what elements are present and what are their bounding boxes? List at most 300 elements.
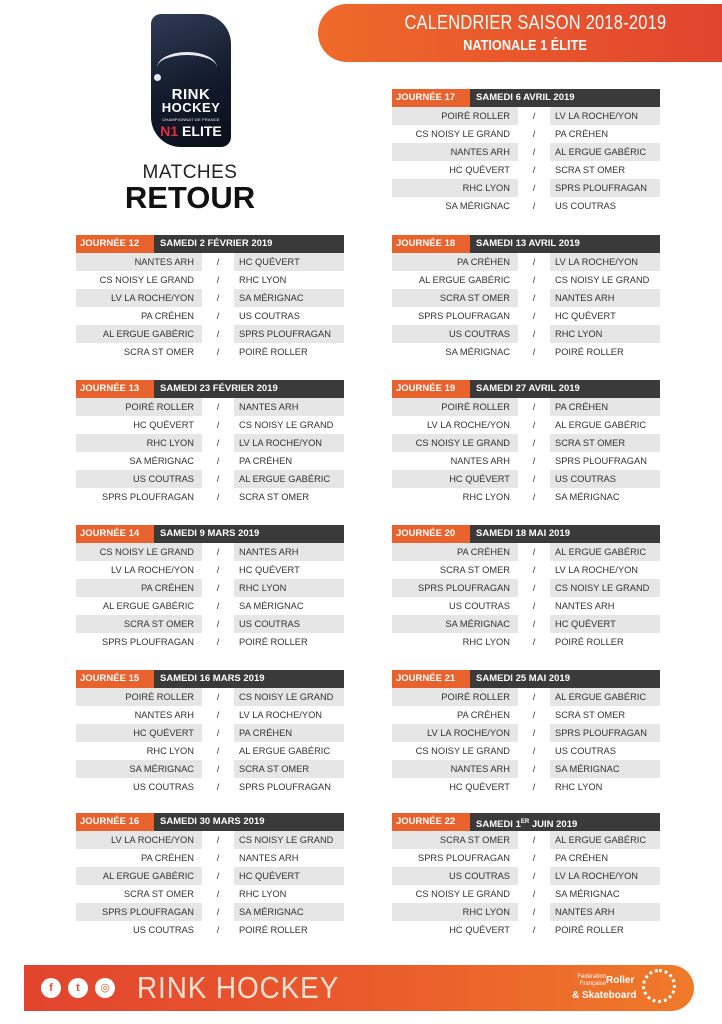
away-team: NANTES ARH [555,601,615,611]
match-separator: / [216,420,220,430]
home-team: NANTES ARH [134,710,194,720]
journee-date-end: JUIN 2019 [529,819,578,831]
match-separator: / [532,710,536,720]
match-separator: / [216,925,220,935]
match-separator: / [216,492,220,502]
away-team: POIRÉ ROLLER [239,925,308,935]
match-row [76,760,344,778]
match-separator: / [216,565,220,575]
away-team: SPRS PLOUFRAGAN [555,183,647,193]
match-separator: / [216,293,220,303]
match-row [76,633,344,651]
away-team: LV LA ROCHE/YON [555,257,639,267]
facebook-icon[interactable]: f [41,978,61,998]
home-team: PA CRÉHEN [140,583,194,593]
home-team: US COUTRAS [449,601,510,611]
match-row [76,724,344,742]
away-team: PA CRÉHEN [555,129,609,139]
match-row [392,143,660,161]
match-row [392,561,660,579]
away-team: CS NOISY LE GRAND [239,692,334,702]
match-row [392,253,660,271]
match-row [76,452,344,470]
home-team: AL ERGUE GABÉRIC [102,329,194,339]
match-row [76,488,344,506]
match-row [392,307,660,325]
home-team: US COUTRAS [133,925,194,935]
journee-header [392,235,660,253]
rink-hockey-logo [151,14,231,147]
match-row [392,921,660,939]
home-team: SCRA ST OMER [123,619,194,629]
away-team: HC QUÉVERT [555,619,616,629]
match-separator: / [532,565,536,575]
season-title: CALENDRIER SAISON 2018-2019 [404,12,667,34]
journee-label: JOURNÉE 19 [392,380,470,398]
home-team: HC QUÉVERT [133,728,194,738]
fed-roller: Roller [606,975,635,986]
away-team: POIRÉ ROLLER [555,637,624,647]
journee-header [392,89,660,107]
match-row [392,543,660,561]
away-team: LV LA ROCHE/YON [555,565,639,575]
federation-label [556,974,606,988]
match-separator: / [532,728,536,738]
away-team: NANTES ARH [239,547,299,557]
match-separator: / [532,871,536,881]
away-team: SPRS PLOUFRAGAN [555,728,647,738]
match-row [392,615,660,633]
match-separator: / [216,907,220,917]
match-separator: / [532,201,536,211]
match-row [76,903,344,921]
away-team: LV LA ROCHE/YON [239,710,323,720]
match-separator: / [216,456,220,466]
journee-header [76,813,344,831]
match-separator: / [532,637,536,647]
journee-date: SAMEDI 27 AVRIL 2019 [476,383,580,394]
away-team: HC QUÉVERT [239,871,300,881]
match-separator: / [216,871,220,881]
away-team: US COUTRAS [239,311,300,321]
home-team: US COUTRAS [449,329,510,339]
match-separator: / [532,147,536,157]
away-team: SA MÉRIGNAC [239,907,304,917]
away-team: HC QUÉVERT [239,257,300,267]
journee-label: JOURNÉE 18 [392,235,470,253]
home-team: SPRS PLOUFRAGAN [102,492,194,502]
home-team: RHC LYON [462,492,510,502]
away-team: POIRÉ ROLLER [555,925,624,935]
match-row [392,885,660,903]
footer-banner [24,965,694,1011]
home-team: LV LA ROCHE/YON [110,293,194,303]
journee-header [76,670,344,688]
home-team: RHC LYON [146,746,194,756]
home-team: PA CRÉHEN [456,257,510,267]
away-team: AL ERGUE GABÉRIC [239,474,331,484]
journee-label: JOURNÉE 14 [76,525,154,543]
match-separator: / [532,456,536,466]
home-team: POIRÉ ROLLER [125,692,194,702]
match-row [392,125,660,143]
journee-header [76,235,344,253]
match-separator: / [532,402,536,412]
journee-date: SAMEDI 30 MARS 2019 [160,816,265,827]
home-team: RHC LYON [146,438,194,448]
subtitle-matches: MATCHES [142,162,238,183]
away-team: CS NOISY LE GRAND [555,275,650,285]
match-row [392,107,660,125]
match-separator: / [532,835,536,845]
away-team: PA CRÉHEN [555,402,609,412]
home-team: PA CRÉHEN [456,710,510,720]
journee-date: SAMEDI 2 FÉVRIER 2019 [160,238,273,249]
match-row [76,849,344,867]
match-row [392,867,660,885]
journee-date: SAMEDI 13 AVRIL 2019 [476,238,580,249]
match-separator: / [216,347,220,357]
home-team: LV LA ROCHE/YON [110,835,194,845]
home-team: SCRA ST OMER [439,835,510,845]
match-separator: / [216,782,220,792]
match-separator: / [532,925,536,935]
away-team: PA CRÉHEN [239,728,293,738]
journee-block [76,813,344,939]
away-team: RHC LYON [555,329,603,339]
match-separator: / [216,835,220,845]
home-team: SPRS PLOUFRAGAN [102,907,194,917]
match-row [76,470,344,488]
match-separator: / [532,329,536,339]
home-team: PA CRÉHEN [140,311,194,321]
away-team: POIRÉ ROLLER [239,637,308,647]
subtitle-retour: RETOUR [124,180,256,215]
away-team: US COUTRAS [239,619,300,629]
journee-date-main: SAMEDI 1 [476,819,521,831]
away-team: SCRA ST OMER [555,165,626,175]
match-separator: / [532,347,536,357]
away-team: SCRA ST OMER [555,710,626,720]
logo-text-rink: RINK [171,86,211,103]
journee-label: JOURNÉE 13 [76,380,154,398]
match-row [76,885,344,903]
match-separator: / [216,275,220,285]
journee-header [392,380,660,398]
match-separator: / [216,619,220,629]
match-row [76,343,344,361]
logo-n1: N1 [160,123,179,139]
home-team: HC QUÉVERT [449,165,510,175]
home-team: HC QUÉVERT [133,420,194,430]
home-team: SCRA ST OMER [123,347,194,357]
journee-header [76,380,344,398]
match-separator: / [532,601,536,611]
away-team: LV LA ROCHE/YON [555,871,639,881]
match-row [392,343,660,361]
match-row [392,760,660,778]
match-row [392,778,660,796]
home-team: SPRS PLOUFRAGAN [418,311,510,321]
match-separator: / [532,183,536,193]
away-team: AL ERGUE GABÉRIC [555,147,647,157]
match-separator: / [216,311,220,321]
home-team: HC QUÉVERT [449,782,510,792]
away-team: SPRS PLOUFRAGAN [239,782,331,792]
match-separator: / [532,853,536,863]
home-team: LV LA ROCHE/YON [426,728,510,738]
away-team: HC QUÉVERT [239,565,300,575]
match-row [76,434,344,452]
journee-date: SAMEDI 18 MAI 2019 [476,528,570,539]
match-row [76,831,344,849]
away-team: SCRA ST OMER [239,764,310,774]
home-team: AL ERGUE GABÉRIC [418,275,510,285]
away-team: US COUTRAS [555,474,616,484]
home-team: RHC LYON [462,907,510,917]
match-separator: / [216,853,220,863]
match-separator: / [532,907,536,917]
match-separator: / [216,889,220,899]
match-separator: / [532,583,536,593]
journee-label: JOURNÉE 16 [76,813,154,831]
away-team: SA MÉRIGNAC [555,764,620,774]
home-team: NANTES ARH [450,456,510,466]
match-separator: / [532,492,536,502]
away-team: POIRÉ ROLLER [555,347,624,357]
match-row [392,579,660,597]
match-row [76,289,344,307]
logo-ball [154,74,161,81]
home-team: POIRÉ ROLLER [441,111,510,121]
home-team: SCRA ST OMER [123,889,194,899]
away-team: SCRA ST OMER [239,492,310,502]
match-row [392,633,660,651]
home-team: SPRS PLOUFRAGAN [102,637,194,647]
match-row [76,921,344,939]
match-row [392,398,660,416]
away-team: POIRÉ ROLLER [239,347,308,357]
match-row [392,470,660,488]
fed-line2: Française [579,981,606,987]
away-team: SA MÉRIGNAC [239,293,304,303]
match-separator: / [532,692,536,702]
match-row [76,742,344,760]
away-team: CS NOISY LE GRAND [239,835,334,845]
away-team: AL ERGUE GABÉRIC [555,692,647,702]
instagram-icon[interactable]: ◎ [95,978,115,998]
match-row [392,271,660,289]
journee-date: SAMEDI 23 FÉVRIER 2019 [160,383,278,394]
journee-block [392,380,660,506]
match-row [76,307,344,325]
match-row [392,452,660,470]
home-team: CS NOISY LE GRAND [99,547,194,557]
away-team: US COUTRAS [555,201,616,211]
home-team: POIRÉ ROLLER [441,692,510,702]
match-row [76,398,344,416]
match-separator: / [532,293,536,303]
journee-block [392,813,660,939]
journee-header [392,670,660,688]
match-row [392,706,660,724]
match-separator: / [216,474,220,484]
match-separator: / [216,764,220,774]
match-row [76,325,344,343]
home-team: HC QUÉVERT [449,925,510,935]
match-row [76,543,344,561]
home-team: CS NOISY LE GRAND [415,889,510,899]
match-separator: / [216,329,220,339]
match-separator: / [532,311,536,321]
home-team: POIRÉ ROLLER [125,402,194,412]
journee-date-sup: ER [520,819,530,825]
away-team: NANTES ARH [555,907,615,917]
journee-label: JOURNÉE 21 [392,670,470,688]
logo-elite: ELITE [178,123,222,139]
match-row [392,325,660,343]
home-team: NANTES ARH [450,147,510,157]
journee-block [392,235,660,361]
fed-skateboard: & Skateboard [572,990,637,1001]
league-title: NATIONALE 1 ÉLITE [463,37,587,54]
logo-text-n1-elite [151,123,231,139]
away-team: PA CRÉHEN [555,853,609,863]
home-team: LV LA ROCHE/YON [426,420,510,430]
away-team: SCRA ST OMER [555,438,626,448]
journee-header [392,813,660,831]
fed-line1: Fédération [577,974,606,980]
match-separator: / [216,257,220,267]
home-team: SA MÉRIGNAC [445,347,510,357]
journee-block [392,670,660,796]
away-team: AL ERGUE GABÉRIC [239,746,331,756]
match-separator: / [216,728,220,738]
match-row [76,867,344,885]
match-separator: / [216,601,220,611]
match-separator: / [532,165,536,175]
season-header-banner [318,4,722,62]
home-team: PA CRÉHEN [456,547,510,557]
match-row [76,688,344,706]
logo-arc [157,52,217,83]
match-separator: / [532,547,536,557]
match-row [392,488,660,506]
away-team: NANTES ARH [555,293,615,303]
logo-text-championnat: CHAMPIONNAT DE FRANCE [162,117,220,122]
away-team: NANTES ARH [239,402,299,412]
match-separator: / [216,746,220,756]
journee-date: SAMEDI 6 AVRIL 2019 [476,92,575,103]
home-team: CS NOISY LE GRAND [99,275,194,285]
journee-block [392,89,660,215]
match-separator: / [532,275,536,285]
match-row [76,778,344,796]
match-row [392,434,660,452]
match-separator: / [216,402,220,412]
journee-date: SAMEDI 9 MARS 2019 [160,528,260,539]
home-team: CS NOISY LE GRAND [415,438,510,448]
match-row [392,416,660,434]
away-team: CS NOISY LE GRAND [555,583,650,593]
twitter-icon[interactable]: t [68,978,88,998]
match-row [392,197,660,215]
away-team: NANTES ARH [239,853,299,863]
match-row [76,706,344,724]
home-team: US COUTRAS [133,782,194,792]
match-separator: / [532,129,536,139]
logo-text-hockey: HOCKEY [161,100,221,115]
home-team: SPRS PLOUFRAGAN [418,583,510,593]
match-separator: / [216,547,220,557]
home-team: AL ERGUE GABÉRIC [102,871,194,881]
match-row [76,615,344,633]
match-row [392,903,660,921]
away-team: RHC LYON [239,583,287,593]
away-team: LV LA ROCHE/YON [555,111,639,121]
away-team: AL ERGUE GABÉRIC [555,835,647,845]
away-team: RHC LYON [239,275,287,285]
match-row [392,289,660,307]
journee-label: JOURNÉE 20 [392,525,470,543]
match-separator: / [532,619,536,629]
federation-logo-icon [642,969,676,1003]
away-team: LV LA ROCHE/YON [239,438,323,448]
journee-block [76,235,344,361]
journee-block [76,670,344,796]
match-row [392,597,660,615]
home-team: SCRA ST OMER [439,565,510,575]
match-row [76,253,344,271]
footer-title: RINK HOCKEY [137,970,340,1005]
match-row [392,724,660,742]
away-team: PA CRÉHEN [239,456,293,466]
away-team: SA MÉRIGNAC [239,601,304,611]
journee-header [392,525,660,543]
home-team: SA MÉRIGNAC [445,201,510,211]
match-separator: / [532,420,536,430]
match-row [76,271,344,289]
away-team: HC QUÉVERT [555,311,616,321]
match-row [76,416,344,434]
journee-block [392,525,660,651]
home-team: SA MÉRIGNAC [129,456,194,466]
match-separator: / [532,474,536,484]
home-team: SA MÉRIGNAC [129,764,194,774]
journee-date: SAMEDI 16 MARS 2019 [160,673,265,684]
match-separator: / [532,438,536,448]
home-team: US COUTRAS [133,474,194,484]
away-team: SPRS PLOUFRAGAN [555,456,647,466]
away-team: RHC LYON [239,889,287,899]
home-team: CS NOISY LE GRAND [415,129,510,139]
match-separator: / [216,710,220,720]
journee-label: JOURNÉE 12 [76,235,154,253]
match-separator: / [532,746,536,756]
home-team: AL ERGUE GABÉRIC [102,601,194,611]
match-separator: / [216,692,220,702]
away-team: SA MÉRIGNAC [555,889,620,899]
home-team: HC QUÉVERT [449,474,510,484]
journee-label: JOURNÉE 22 [392,813,470,831]
match-separator: / [216,637,220,647]
match-row [392,161,660,179]
match-separator: / [216,438,220,448]
away-team: RHC LYON [555,782,603,792]
journee-header [76,525,344,543]
journee-date: SAMEDI 25 MAI 2019 [476,673,570,684]
away-team: SA MÉRIGNAC [555,492,620,502]
